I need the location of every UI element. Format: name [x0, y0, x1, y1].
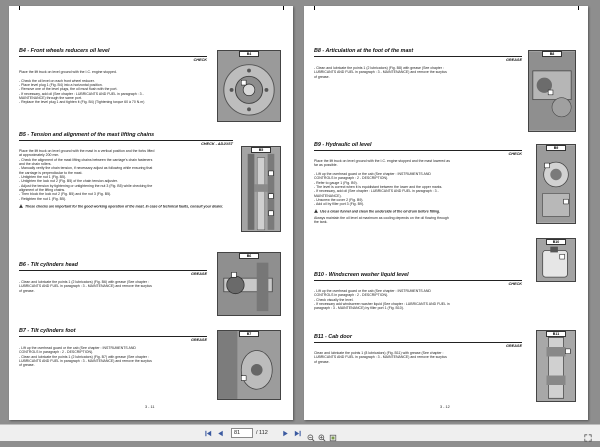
page-number: 3 - 12 [440, 405, 450, 409]
last-page-button[interactable] [293, 429, 302, 438]
figure-b11-photo [536, 330, 576, 402]
section-kind: CHECK [508, 282, 522, 286]
section-body: Place the lift truck on level ground with the I.C. engine stopped. - Check the oil level on each front wheel reducer. - Place level plug 1 (Fig. B4) into a horizontal position. - Remove one of the level plugs, the oil must flush with the port. - If necessary, add oil (See chapter : LUBRICANTS AND FUEL in paragraph : 3 - MAINTENANCE) through the same port. - Replace the level plug 1 and tighten it (Fig. B4) (Tightening torque 60 à 70 N.m) [19, 70, 209, 105]
fullscreen-button[interactable] [584, 429, 592, 437]
caution-note: Use a clean funnel and clean the underside of the oil drum before filling. [314, 209, 519, 214]
section-title: B8 - Articulation at the foot of the mast [314, 48, 413, 54]
title-rule [314, 280, 522, 281]
next-page-icon [281, 429, 290, 438]
total-pages: / 112 [256, 429, 268, 438]
section-title: B6 - Tilt cylinders head [19, 262, 78, 268]
title-rule [314, 150, 522, 151]
warning-note: These checks are important for the good working operation of the mast. In case of technical faults, consult your dealer. [19, 204, 234, 209]
figure-b8-photo [528, 50, 576, 132]
section-title: B11 - Cab door [314, 334, 352, 340]
figure-label: B7 [239, 331, 259, 337]
section-title: B5 - Tension and alignment of the mast lifting chains [19, 132, 154, 138]
section-b6 [19, 260, 283, 322]
section-kind: CHECK [508, 152, 522, 156]
figure-b4-photo [217, 50, 281, 122]
figure-b5-photo [241, 146, 281, 232]
section-body: Clean and lubricate the points 1 (8 lubricators) (Fig. B11) with grease (See chapter : LUBRICANTS AND FUEL in paragraph : 3 - MAINTENANCE) and remove the surplus of grease. [314, 351, 519, 364]
page-right [304, 6, 588, 420]
first-page-icon [204, 429, 213, 438]
crop-mark [314, 6, 315, 10]
section-kind: GREASE [506, 344, 522, 348]
zoom-in-button[interactable] [318, 429, 326, 437]
viewer-toolbar [0, 424, 600, 441]
figure-b7-photo [217, 330, 281, 400]
section-title: B10 - Windscreen washer liquid level [314, 272, 409, 278]
tilt-cylinder-head-image [218, 253, 280, 315]
figure-b9-photo [536, 144, 576, 224]
figure-label: B6 [239, 253, 259, 259]
section-title: B4 - Front wheels reducers oil level [19, 48, 109, 54]
zoom-out-button[interactable] [307, 429, 315, 437]
figure-label: B10 [546, 239, 566, 245]
title-rule [314, 56, 522, 57]
previous-page-button[interactable] [216, 429, 225, 438]
mast-chain-image [242, 147, 280, 231]
title-rule [19, 270, 207, 271]
hydraulic-tank-image [537, 145, 575, 223]
mast-foot-image [529, 51, 575, 131]
section-b9 [314, 142, 578, 272]
section-kind: CHECK - ADJUST [201, 142, 233, 146]
section-kind: GREASE [191, 338, 207, 342]
crop-mark [578, 6, 579, 10]
section-kind: CHECK [193, 58, 207, 62]
tilt-cylinder-foot-image [218, 331, 280, 399]
title-rule [19, 336, 207, 337]
page-number-input[interactable] [231, 428, 253, 438]
title-rule [19, 140, 233, 141]
cab-door-hinge-image [537, 331, 575, 401]
section-b11 [314, 334, 578, 406]
section-body: - Lift up the overhead guard or the cab (See chapter : INSTRUMENTS AND CONTROLS in paragraph : 2 - DESCRIPTION). - Clean and lubricate the points 1 (2 lubricators) (Fig. B7) with grease (See chapter : LUBRICANTS AND FUEL in paragraph : 3 - MAINTENANCE) and remove the surplus of grease. [19, 346, 209, 368]
figure-label: B8 [542, 51, 562, 57]
figure-label: B5 [251, 147, 271, 153]
first-page-button[interactable] [204, 429, 213, 438]
next-page-button[interactable] [281, 429, 290, 438]
crop-mark [19, 6, 20, 10]
section-b7 [19, 328, 283, 404]
figure-label: B9 [546, 145, 566, 151]
section-body: Place the lift truck on level ground with the mast in a vertical position and the forks lifted at approximately 200 mm. - Check the alignment of the mast lifting chains between the carriage's chain fasteners and the chain rollers. - Manually verify the chain tension, if necessary adjust as following while ensuring that the carriage is perpendicular to the mast. - Untighten the nut 1 (Fig. B5). - Untighten the lock nut 2 (Fig. B5) of the chain tension adjuster. - Adjust the tension by tightening or untightening the nut 3 (Fig. B5) while checking the alignment of the lifting chains. - Then block the lock nut 2 (Fig. B5) and the nut 3 (Fig. B5). - Retighten the nut 1 (Fig. B5). These checks are important for the good working operation of the mast. In case of technical faults, consult your dealer. [19, 149, 234, 209]
section-b5 [19, 132, 283, 244]
title-rule [314, 342, 522, 343]
crop-mark [283, 6, 284, 10]
wheel-reducer-image [218, 51, 280, 121]
section-body: - Clean and lubricate the points 1 (2 lubricators) (Fig. B8) with grease (See chapter : LUBRICANTS AND FUEL in paragraph : 3 - MAINTENANCE) and remove the surplus of grease. [314, 66, 519, 79]
figure-label: B4 [239, 51, 259, 57]
section-body: Place the lift truck on level ground with the I.C. engine stopped and the mast lowered as far as possible. - Lift up the overhead guard or the cab (See chapter : INSTRUMENTS AND CONTROLS in paragraph : 2 - DESCRIPTION). - Refer to gauge 1 (Fig. B9). - The level is correct when it is equidistant between the lower and the upper marks. - If necessary, add oil (See chapter : LUBRICANTS AND FUEL in paragraph : 3 - MAINTENANCE). - Unscrew the cover 2 (Fig. B9). - Add oil by filler port 3 (Fig. B9). Use a clean funnel and clean the underside of the oil drum before filling. Always maintain the oil level at maximum as cooling depends on the oil flowing through the tank. [314, 159, 519, 224]
page-left [9, 6, 293, 420]
section-body: - Clean and lubricate the points 1 (2 lubricators) (Fig. B6) with grease (See chapter : LUBRICANTS AND FUEL in paragraph : 3 - MAINTENANCE) and remove the surplus of grease. [19, 280, 209, 293]
title-rule [19, 56, 207, 57]
section-title: B7 - Tilt cylinders foot [19, 328, 76, 334]
page-number: 3 - 11 [145, 405, 154, 409]
last-page-icon [293, 429, 302, 438]
section-kind: GREASE [506, 58, 522, 62]
warning-icon [19, 204, 23, 208]
section-title: B9 - Hydraulic oil level [314, 142, 372, 148]
section-body: - Lift up the overhead guard or the cab (See chapter : INSTRUMENTS AND CONTROLS in paragraph : 2 - DESCRIPTION). - Check visually the level. - If necessary add windscreen washer liquid (See chapter : LUBRICANTS AND FUEL in paragraph : 3 - MAINTENANCE) by filler port 1 (Fig. B10). [314, 289, 519, 311]
fit-page-button[interactable] [329, 429, 337, 437]
section-b8 [314, 48, 578, 134]
warning-icon [314, 209, 318, 213]
section-b4 [19, 48, 283, 128]
previous-page-icon [216, 429, 225, 438]
figure-label: B11 [546, 331, 566, 337]
section-b10 [314, 272, 578, 330]
figure-b6-photo [217, 252, 281, 316]
section-kind: GREASE [191, 272, 207, 276]
